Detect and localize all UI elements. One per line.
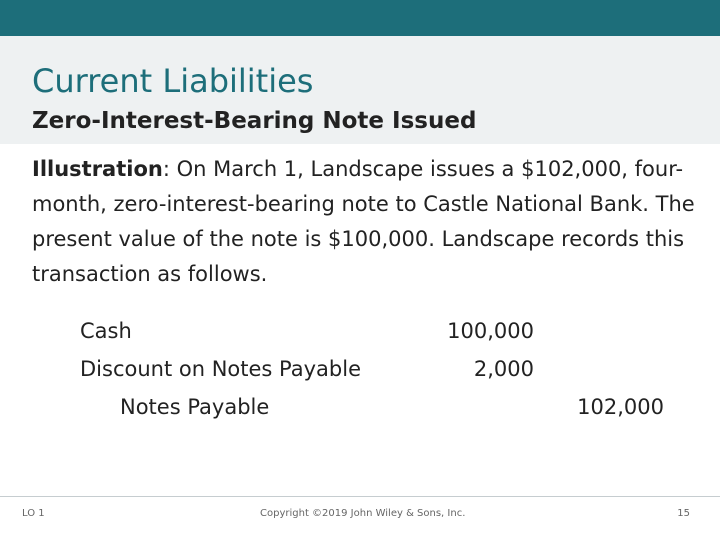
learning-objective-label: LO 1 bbox=[22, 508, 45, 519]
top-accent-bar bbox=[0, 0, 720, 36]
illustration-text: : On March 1, Landscape issues a $102,000, four-month, zero-interest-bearing note to Castle National Bank. The present value of the note is $100,000. Landscape records this transaction as follows. bbox=[32, 157, 695, 286]
slide-title: Current Liabilities bbox=[32, 62, 314, 100]
footer-divider bbox=[0, 496, 720, 497]
illustration-label: Illustration bbox=[32, 157, 163, 181]
journal-account-discount: Discount on Notes Payable bbox=[80, 357, 361, 381]
journal-account-notes-payable: Notes Payable bbox=[120, 395, 270, 419]
journal-account-cash: Cash bbox=[80, 319, 132, 343]
page-number: 15 bbox=[677, 508, 690, 519]
slide-subtitle: Zero-Interest-Bearing Note Issued bbox=[32, 108, 477, 134]
copyright-text: Copyright ©2019 John Wiley & Sons, Inc. bbox=[260, 508, 466, 519]
journal-debit-cash: 100,000 bbox=[447, 319, 534, 343]
journal-entry bbox=[0, 312, 720, 432]
journal-credit-notes-payable: 102,000 bbox=[577, 395, 664, 419]
journal-debit-discount: 2,000 bbox=[473, 357, 534, 381]
illustration-paragraph bbox=[32, 152, 702, 292]
